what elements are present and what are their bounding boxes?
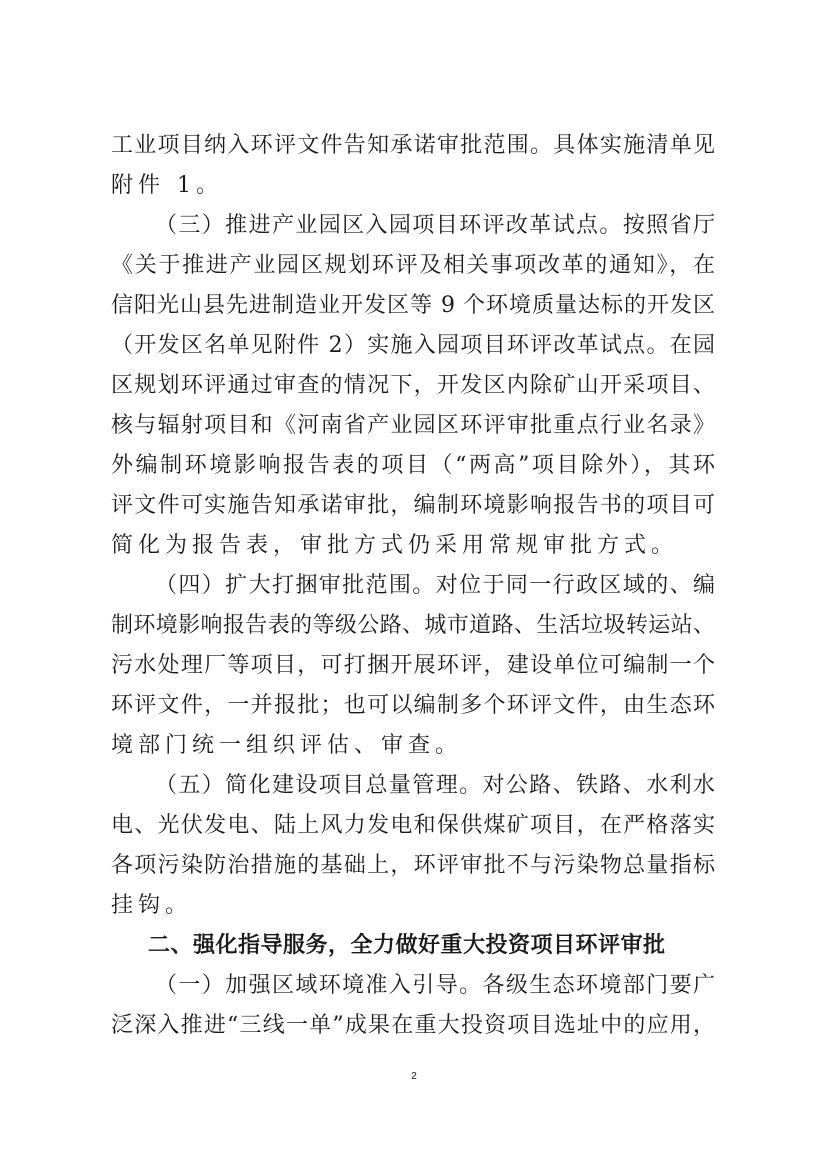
text-line: 外编制环境影响报告表的项目（“两高”项目除外），其环	[111, 453, 715, 478]
paragraph-start: （五）简化建设项目总量管理。对公路、铁路、水利水	[155, 773, 715, 798]
paragraph-start: （三）推进产业园区入园项目环评改革试点。按照省厅	[155, 213, 715, 238]
text-line: 污水处理厂等项目，可打捆开展环评，建设单位可编制一个	[111, 653, 715, 678]
text-line: 制环境影响报告表的等级公路、城市道路、生活垃圾转运站、	[111, 613, 715, 638]
page-number: 2	[411, 1071, 417, 1082]
text-line: 附件 1。	[111, 173, 223, 198]
text-line: 信阳光山县先进制造业开发区等 9 个环境质量达标的开发区	[111, 293, 715, 318]
text-line: 境部门统一组织评估、审查。	[111, 733, 463, 758]
text-line: 评文件可实施告知承诺审批，编制环境影响报告书的项目可	[111, 493, 715, 518]
text-line: 挂钩。	[111, 893, 193, 918]
paragraph-start: （四）扩大打捆审批范围。对位于同一行政区域的、编	[155, 573, 715, 598]
text-line: 区规划环评通过审查的情况下，开发区内除矿山开采项目、	[111, 373, 715, 398]
text-line: 工业项目纳入环评文件告知承诺审批范围。具体实施清单见	[111, 133, 715, 158]
text-line: 各项污染防治措施的基础上，环评审批不与污染物总量指标	[111, 853, 715, 878]
paragraph-start: （一）加强区域环境准入引导。各级生态环境部门要广	[155, 973, 715, 998]
text-line: 简化为报告表，审批方式仍采用常规审批方式。	[111, 533, 679, 558]
text-line: 环评文件，一并报批；也可以编制多个环评文件，由生态环	[111, 693, 715, 718]
text-line: 电、光伏发电、陆上风力发电和保供煤矿项目，在严格落实	[111, 813, 715, 838]
text-line: （开发区名单见附件 2）实施入园项目环评改革试点。在园	[111, 333, 715, 358]
text-line: 《关于推进产业园区规划环评及相关事项改革的通知》，在	[111, 253, 715, 278]
section-heading: 二、强化指导服务，全力做好重大投资项目环评审批	[148, 933, 666, 958]
text-line: 泛深入推进“三线一单”成果在重大投资项目选址中的应用，	[111, 1013, 715, 1038]
document-body	[111, 126, 715, 1046]
text-line: 核与辐射项目和《河南省产业园区环评审批重点行业名录》	[111, 413, 715, 438]
